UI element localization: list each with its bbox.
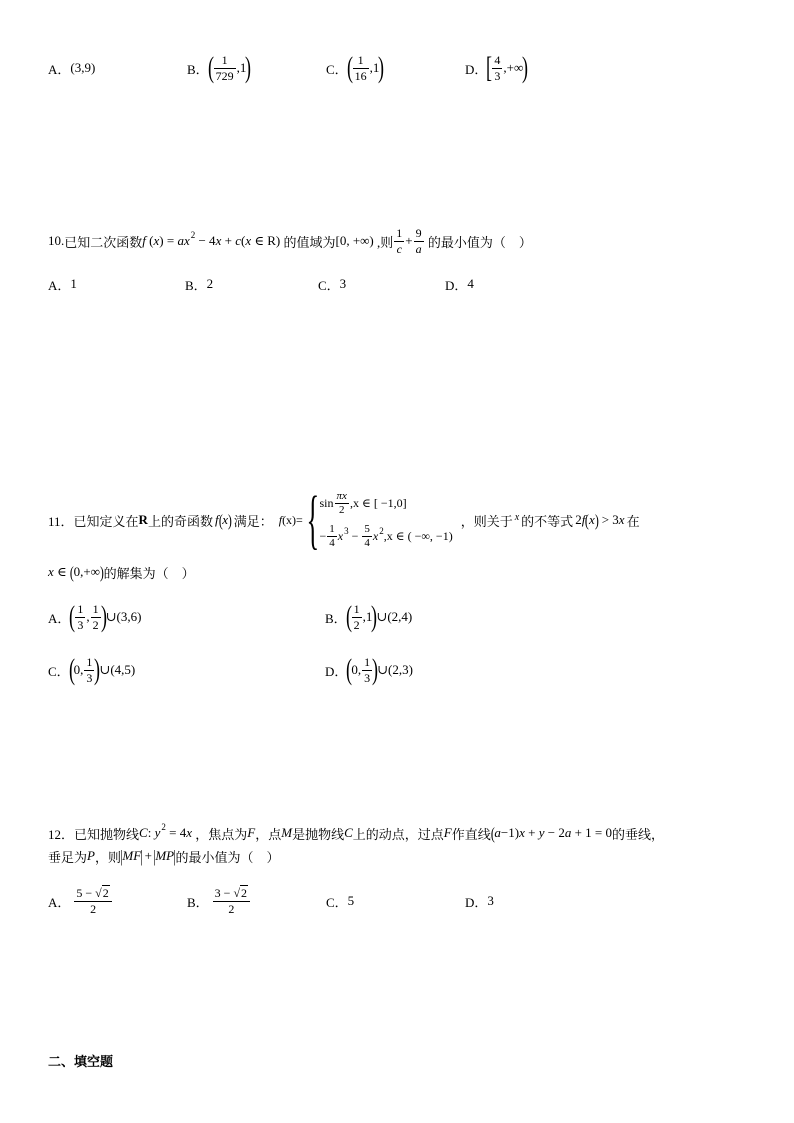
fraction-denominator: 2: [92, 617, 99, 632]
q11-stem-line-2: [48, 561, 195, 583]
option-label: C．: [326, 894, 348, 910]
q10-options-row: [0, 275, 794, 293]
open-bracket: (: [490, 823, 495, 843]
q11-option-c: [48, 653, 135, 687]
close-bracket: ): [378, 51, 385, 84]
option-label: B．: [187, 894, 209, 910]
piecewise-cases: [320, 490, 453, 551]
radicand: 2: [241, 886, 248, 901]
question-text: 的解集为（ ）: [103, 565, 195, 581]
math-fragment: + 1 = 0: [571, 825, 612, 840]
q10-option-d: [445, 275, 474, 293]
function-notation: [215, 512, 232, 529]
distance-sum-expression: [121, 848, 176, 865]
math-fragment: x: [153, 233, 160, 248]
fraction: [362, 655, 372, 685]
math-fragment: f: [214, 512, 219, 527]
q12-stem-line-2: [48, 845, 280, 867]
real-numbers-symbol: R: [138, 512, 148, 527]
q10-stem-line: [48, 224, 532, 258]
question-text: 的不等式: [521, 513, 574, 529]
q11-option-a: [48, 600, 141, 634]
math-fragment: ,1: [369, 60, 380, 75]
question-text: ，焦点为: [191, 826, 248, 842]
q12-option-c: [326, 884, 354, 918]
domain-expression: [48, 564, 104, 581]
q9-option-c: [326, 53, 383, 83]
question-text: 的最小值为（ ）: [424, 234, 532, 250]
curve-c: C: [344, 825, 353, 840]
close-bracket: ): [94, 653, 101, 686]
question-text: 满足：: [233, 513, 273, 529]
q11-stem: [0, 483, 794, 557]
close-bracket: ): [594, 510, 599, 530]
math-fragment: x: [372, 529, 379, 544]
math-fragment: +: [221, 233, 236, 248]
sqrt-symbol: √: [233, 886, 241, 901]
math-fragment: 3 −: [214, 886, 234, 901]
math-fragment: :: [147, 825, 155, 840]
variable-x: x: [514, 511, 520, 523]
question-text: 上的奇函数: [147, 513, 213, 529]
plus-sign: +: [144, 848, 152, 863]
fraction: [362, 523, 372, 550]
fraction-numerator: 4: [494, 53, 501, 68]
question-number: 11．: [48, 513, 74, 529]
question-text: 的垂线，: [612, 826, 665, 842]
question-text: 是抛物线: [292, 826, 345, 842]
fraction-numerator: [74, 886, 111, 901]
fraction: [414, 226, 424, 256]
q11-option-d: [325, 653, 413, 687]
question-text: 垂足为: [48, 849, 88, 865]
point-m: M: [281, 825, 293, 840]
option-label: B．: [187, 61, 209, 77]
option-label: D．: [445, 277, 468, 293]
math-fragment: f: [142, 233, 146, 248]
section-heading: 二、填空题: [48, 1053, 114, 1069]
option-value: (3,9): [70, 60, 96, 75]
fraction-denominator: 16: [354, 68, 367, 83]
math-fragment: a: [494, 825, 501, 840]
math-fragment: x: [588, 512, 595, 527]
math-fragment: C: [139, 825, 148, 840]
q9-option-a: [48, 53, 95, 83]
option-label: A．: [48, 277, 71, 293]
fraction: [492, 53, 502, 83]
math-fragment: 0,+∞: [73, 564, 100, 579]
fraction-numerator: 1: [214, 53, 236, 68]
range-expression: [0, +∞): [335, 233, 374, 248]
option-label: B．: [325, 610, 347, 626]
open-bracket: (: [585, 510, 590, 530]
fraction-numerator: 1: [353, 602, 360, 617]
fraction-denominator: 4: [364, 537, 370, 550]
math-fragment: ∪(4,5): [99, 662, 136, 677]
math-fragment: +: [524, 825, 539, 840]
question-text: 上的动点，过点: [352, 826, 444, 842]
option-label: C．: [48, 663, 70, 679]
fraction-denominator: 3: [494, 68, 501, 83]
option-value: 4: [467, 276, 474, 291]
question-text: ，点: [255, 826, 282, 842]
fraction-denominator: a: [415, 241, 422, 256]
fraction: [75, 602, 85, 632]
q12-stem: [0, 822, 794, 844]
fraction: [335, 490, 349, 517]
math-fragment: y: [154, 825, 161, 840]
math-fragment: ∪(2,4): [376, 609, 413, 624]
option-label: C．: [318, 277, 340, 293]
math-fragment: − 4: [195, 233, 216, 248]
q11-stem-continued: [0, 561, 794, 583]
math-fragment: −1): [500, 825, 520, 840]
abs-bar: |: [153, 846, 156, 866]
fraction-denominator: 2: [90, 901, 97, 916]
math-fragment: > 3: [598, 512, 619, 527]
math-fragment: (x)=: [282, 512, 303, 527]
case-domain: ,x ∈ [ −1,0]: [349, 495, 407, 510]
fraction-denominator: 3: [86, 670, 93, 685]
open-bracket: (: [218, 510, 223, 530]
option-value: 5: [347, 893, 355, 908]
math-fragment: ,+∞: [503, 60, 524, 75]
open-bracket: (: [346, 653, 353, 686]
function-expression: [142, 230, 281, 249]
q11-options-row-2: [0, 653, 794, 687]
q11-option-b: [325, 600, 412, 634]
fraction-denominator: 3: [364, 670, 371, 685]
q12-stem-continued: [0, 845, 794, 867]
math-fragment: x: [337, 529, 344, 544]
fraction-numerator: [213, 886, 250, 901]
open-bracket: [: [486, 51, 493, 84]
q10-option-b: [185, 275, 213, 293]
math-fragment: f: [581, 512, 586, 527]
math-fragment: ∪(2,3): [377, 662, 413, 677]
fraction: [394, 226, 404, 256]
sqrt-symbol: √: [95, 886, 102, 901]
fraction-numerator: 9: [415, 226, 422, 241]
math-fragment: x: [245, 233, 252, 248]
option-label: C．: [326, 61, 348, 77]
fraction-numerator: πx: [335, 490, 349, 504]
close-bracket: ): [100, 600, 107, 633]
close-bracket: ): [371, 600, 378, 633]
left-brace: {: [306, 483, 320, 556]
math-fragment: x: [222, 512, 229, 527]
fraction: [213, 886, 250, 916]
close-bracket: ): [245, 51, 252, 84]
fraction: [74, 886, 111, 916]
close-bracket: ): [227, 510, 232, 530]
math-fragment: x: [48, 564, 54, 579]
option-label: D．: [465, 894, 488, 910]
question-text: 在: [626, 513, 640, 529]
math-fragment: x: [618, 512, 625, 527]
fraction-numerator: 1: [364, 655, 371, 670]
q12-option-a: [48, 884, 113, 918]
point-p: P: [87, 848, 95, 863]
q9-option-d: [465, 53, 527, 83]
sine-function: sin: [319, 495, 334, 510]
math-fragment: 0,: [351, 662, 362, 677]
fraction-numerator: 1: [92, 602, 99, 617]
q12-option-b: [187, 884, 251, 918]
fraction: [353, 53, 369, 83]
point-f: F: [247, 825, 256, 840]
plus-sign: +: [405, 233, 413, 248]
option-value: 1: [70, 276, 77, 291]
q12-stem-line-1: [48, 822, 664, 844]
question-text: 已知定义在: [73, 513, 139, 529]
option-label: B．: [185, 277, 207, 293]
minus-sign: −: [319, 529, 327, 544]
fraction-numerator: 1: [327, 523, 337, 537]
math-fragment: ∈ R): [251, 233, 281, 248]
math-fragment: x: [215, 233, 222, 248]
open-bracket: (: [346, 51, 353, 84]
option-label: A．: [48, 61, 71, 77]
parabola-equation: [139, 822, 192, 841]
q9-option-b: [187, 53, 250, 83]
fraction-numerator: 1: [396, 226, 403, 241]
q10-option-c: [318, 275, 346, 293]
question-text: ，则: [94, 849, 121, 865]
fraction: [352, 602, 362, 632]
fraction-numerator: 1: [353, 53, 369, 68]
math-fragment: c: [235, 233, 241, 248]
close-bracket: ): [99, 562, 104, 582]
abs-bar: |: [140, 846, 144, 866]
q12-option-d: [465, 884, 494, 918]
abs-bar: |: [120, 846, 123, 866]
open-bracket: (: [69, 600, 76, 633]
fraction-denominator: 2: [228, 901, 235, 916]
fraction-numerator: 1: [77, 602, 84, 617]
question-number: 12．: [48, 826, 75, 842]
fraction-numerator: 1: [86, 655, 93, 670]
segment-mp: MP: [155, 848, 175, 863]
math-fragment: 2: [575, 512, 582, 527]
exponent: 2: [161, 822, 166, 832]
point-f: F: [443, 825, 452, 840]
math-fragment: ,1: [236, 60, 247, 75]
exponent: 2: [190, 230, 196, 240]
question-number: 10.: [48, 233, 65, 248]
math-fragment: ∈: [53, 564, 70, 579]
q12-options-row: [0, 884, 794, 918]
math-fragment: y: [538, 825, 545, 840]
option-label: D．: [325, 663, 348, 679]
case-domain: ,x ∈ ( −∞, −1): [383, 529, 453, 544]
fraction: [327, 523, 337, 550]
close-bracket: ): [372, 653, 379, 686]
abs-bar: |: [173, 846, 177, 866]
math-fragment: ,: [86, 609, 90, 624]
fraction-denominator: c: [396, 241, 402, 256]
option-value: 3: [339, 276, 347, 291]
piecewise-case-2: [320, 523, 453, 550]
math-fragment: − 2: [544, 825, 565, 840]
option-label: A．: [48, 610, 71, 626]
radicand: 2: [102, 886, 109, 901]
fraction: [214, 53, 236, 83]
function-definition-label: [279, 513, 303, 528]
inequality-expression: [575, 512, 624, 529]
fraction-denominator: 3: [77, 617, 84, 632]
math-fragment: −: [348, 529, 362, 544]
fraction-denominator: 2: [353, 617, 360, 632]
q10-stem: [0, 224, 794, 258]
open-bracket: (: [345, 600, 352, 633]
segment-mf: MF: [122, 848, 142, 863]
exponent: 3: [344, 525, 349, 536]
open-bracket: (: [69, 562, 74, 582]
option-value: 2: [206, 276, 214, 291]
question-text: 已知抛物线: [74, 826, 140, 842]
fraction-denominator: 729: [215, 68, 234, 83]
fraction: [84, 655, 94, 685]
option-label: A．: [48, 894, 71, 910]
piecewise-case-1: [320, 490, 453, 517]
section-heading-row: [0, 1051, 794, 1069]
math-fragment: 5 −: [76, 886, 96, 901]
math-fragment: 0,: [73, 662, 84, 677]
fraction-denominator: 4: [329, 537, 335, 550]
question-text: 的值域为: [280, 234, 336, 250]
question-text: 已知二次函数: [64, 234, 143, 250]
q11-options-row-1: [0, 600, 794, 634]
option-value: 3: [487, 893, 494, 908]
question-text: ,则: [373, 234, 394, 250]
question-text: 的最小值为（ ）: [175, 849, 280, 865]
fraction-numerator: 5: [362, 523, 372, 537]
math-fragment: x: [186, 825, 192, 840]
exponent: 2: [379, 525, 384, 536]
math-fragment: ∪(3,6): [105, 609, 142, 624]
open-bracket: (: [207, 51, 214, 84]
line-equation: [491, 825, 612, 842]
math-fragment: = 4: [165, 825, 187, 840]
math-fragment: (: [240, 233, 246, 248]
open-bracket: (: [68, 653, 75, 686]
fraction: [91, 602, 101, 632]
math-fragment: (: [145, 233, 154, 248]
q11-stem-line: [48, 483, 640, 557]
question-text: ，则关于: [460, 513, 513, 529]
piecewise-function: [303, 483, 453, 556]
question-text: 作直线: [451, 826, 491, 842]
q9-options-row: [0, 53, 794, 83]
fraction-denominator: 2: [338, 503, 345, 516]
math-fragment: ) =: [159, 233, 178, 248]
math-fragment: a: [564, 825, 572, 840]
math-fragment: f: [278, 512, 283, 527]
math-fragment: ax: [177, 233, 190, 248]
math-fragment: x: [519, 825, 525, 840]
close-bracket: ): [522, 51, 529, 84]
q10-option-a: [48, 275, 77, 293]
option-label: D．: [465, 61, 488, 77]
math-fragment: ,1: [362, 609, 373, 624]
